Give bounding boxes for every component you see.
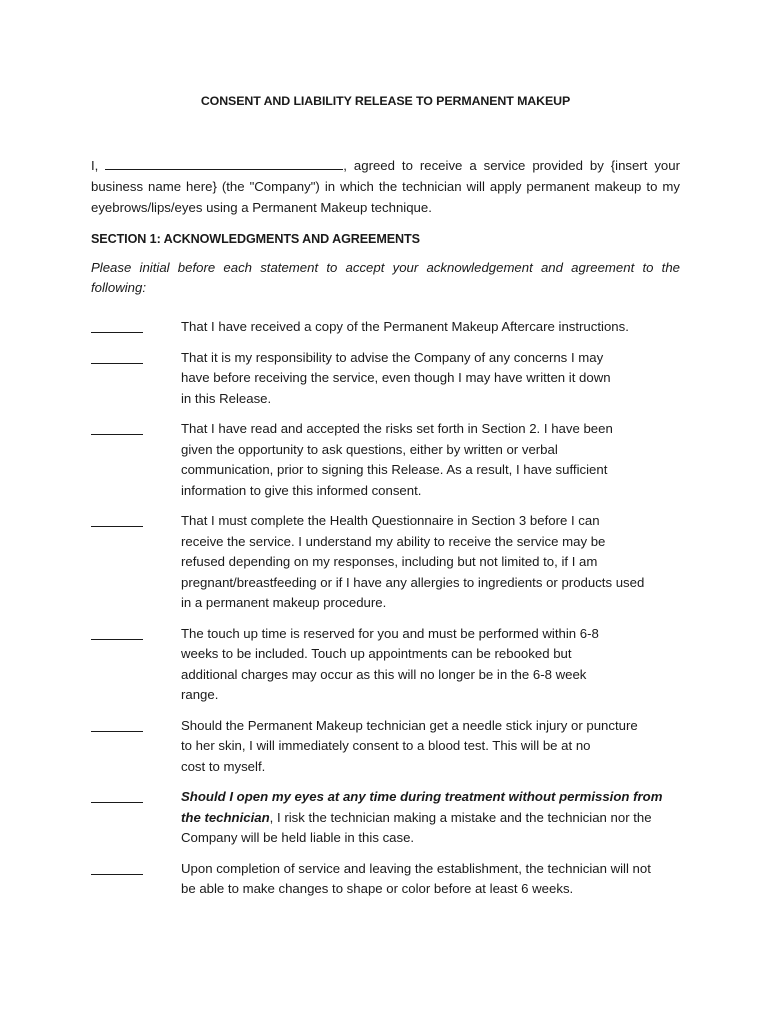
- statement-line: have before receiving the service, even though I may have written it down: [181, 370, 611, 385]
- statement-line: range.: [181, 687, 219, 702]
- statement-line: in this Release.: [181, 390, 272, 406]
- section-1-heading: SECTION 1: ACKNOWLEDGMENTS AND AGREEMENTS: [91, 232, 420, 246]
- statement-text: [181, 624, 680, 706]
- statement-emphasis-text: the technician: [181, 809, 270, 825]
- statement-item: [91, 716, 680, 778]
- statement-item: [91, 787, 680, 849]
- statement-line: cost to myself.: [181, 758, 266, 774]
- statement-text: [181, 317, 680, 338]
- statement-item: [91, 317, 680, 338]
- intro-prefix: I,: [91, 158, 106, 173]
- statement-text: [181, 419, 680, 501]
- statement-line: Upon completion of service and leaving the establishment, the technician will not: [181, 860, 651, 876]
- statement-line: additional charges may occur as this will no longer be in the 6-8 week: [181, 666, 587, 682]
- initial-blank[interactable]: [91, 350, 143, 364]
- intro-suffix: , agreed to receive a service provided by {insert your business name here} (the "Company") in which the technician will apply permanent makeup to my eyebrows/lips/eyes using a Permanent Makeup technique.: [91, 158, 680, 215]
- statement-item: [91, 624, 680, 706]
- statement-line: be able to make changes to shape or color before at least 6 weeks.: [181, 881, 574, 896]
- statement-line: [181, 808, 680, 829]
- statement-line: information to give this informed consent.: [181, 482, 422, 498]
- statement-emphasis-line: Should I open my eyes at any time during treatment without permission from: [181, 789, 663, 804]
- statement-line: communication, prior to signing this Release. As a result, I have sufficient: [181, 462, 608, 477]
- statement-line: That I have received a copy of the Permanent Makeup Aftercare instructions.: [181, 319, 629, 334]
- initial-blank[interactable]: [91, 626, 143, 640]
- statement-line: refused depending on my responses, including but not limited to, if I am: [181, 554, 598, 569]
- statement-item: [91, 511, 680, 614]
- statement-list: [91, 317, 680, 900]
- statement-text: [181, 348, 680, 410]
- statement-text: [181, 716, 680, 778]
- statement-line: Should the Permanent Makeup technician get a needle stick injury or puncture: [181, 717, 638, 733]
- statement-item: [91, 419, 680, 501]
- initial-blank[interactable]: [91, 789, 143, 803]
- statement-line: That I have read and accepted the risks set forth in Section 2. I have been: [181, 421, 613, 436]
- section-1-instructions: Please initial before each statement to accept your acknowledgement and agreement to the following:: [91, 260, 680, 295]
- statement-text: [181, 787, 680, 849]
- client-name-blank[interactable]: [105, 157, 343, 170]
- document-title: CONSENT AND LIABILITY RELEASE TO PERMANENT MAKEUP: [200, 94, 571, 108]
- initial-blank[interactable]: [91, 319, 143, 333]
- initial-blank[interactable]: [91, 861, 143, 875]
- statement-line: receive the service. I understand my ability to receive the service may be: [181, 533, 606, 549]
- statement-text: [181, 511, 680, 614]
- statement-line: given the opportunity to ask questions, either by written or verbal: [181, 441, 558, 457]
- statement-text: [181, 859, 680, 900]
- statement-line: The touch up time is reserved for you and must be performed within 6-8: [181, 625, 599, 641]
- statement-item: [91, 859, 680, 900]
- statement-line: in a permanent makeup procedure.: [181, 595, 387, 610]
- intro-paragraph: [91, 155, 680, 218]
- statement-line: That it is my responsibility to advise the Company of any concerns I may: [181, 349, 604, 365]
- statement-line: weeks to be included. Touch up appointments can be rebooked but: [181, 646, 572, 661]
- initial-blank[interactable]: [91, 513, 143, 527]
- statement-line: That I must complete the Health Questionnaire in Section 3 before I can: [181, 513, 600, 528]
- statement-line-rest: , I risk the technician making a mistake and the technician nor the: [269, 809, 652, 825]
- statement-line: pregnant/breastfeeding or if I have any allergies to ingredients or products used: [181, 574, 645, 590]
- initial-blank[interactable]: [91, 421, 143, 435]
- statement-item: [91, 348, 680, 410]
- initial-blank[interactable]: [91, 718, 143, 732]
- statement-line: to her skin, I will immediately consent to a blood test. This will be at no: [181, 738, 591, 753]
- statement-line: Company will be held liable in this case.: [181, 830, 415, 845]
